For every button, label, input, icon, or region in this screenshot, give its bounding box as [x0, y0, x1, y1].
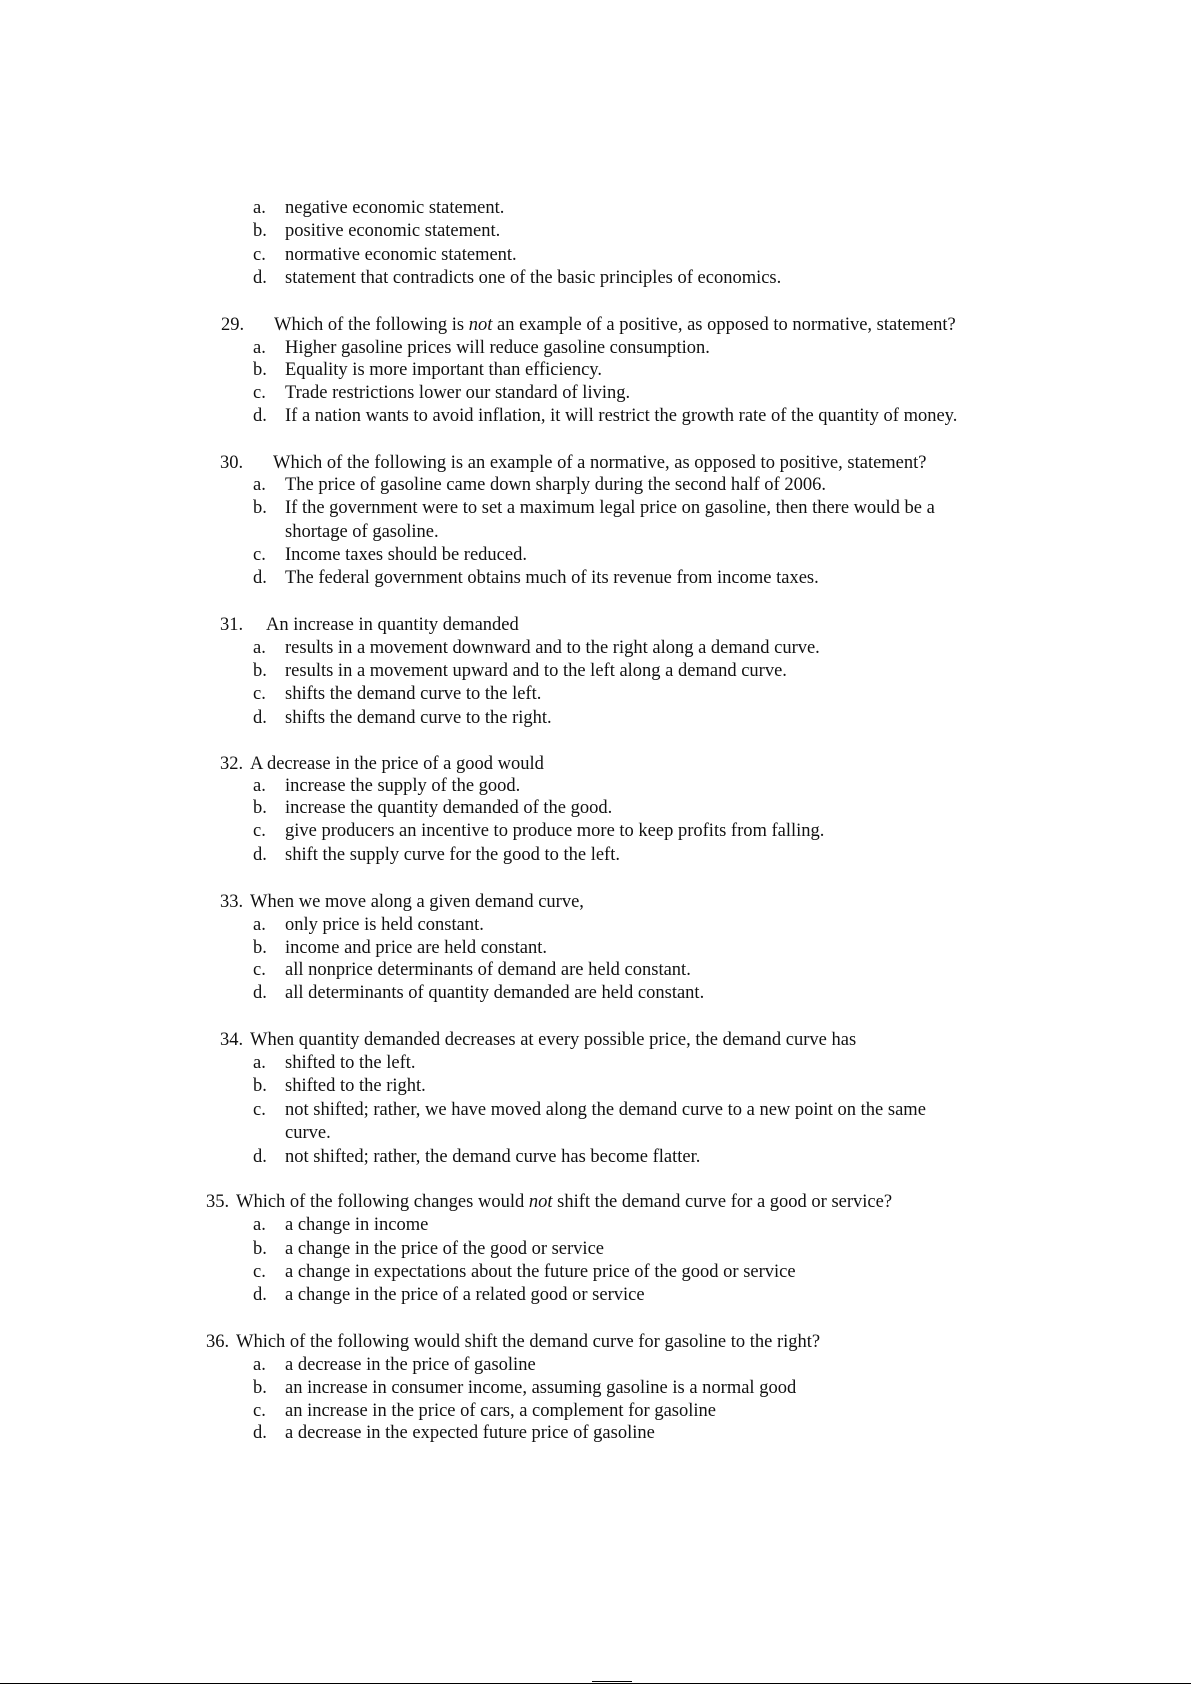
option-letter: a. — [253, 776, 266, 796]
option-letter: d. — [253, 268, 267, 288]
option-letter: d. — [253, 1423, 267, 1443]
question-number: 29. — [221, 315, 245, 335]
question-stem: Which of the following changes would not shift the demand curve for a good or service? — [236, 1192, 893, 1212]
option-letter: d. — [253, 983, 267, 1003]
question-number: 31. — [220, 615, 244, 635]
question-stem: Which of the following is an example of a normative, as opposed to positive, statement? — [273, 453, 927, 473]
option-letter: b. — [253, 798, 267, 818]
option-text: If a nation wants to avoid inflation, it will restrict the growth rate of the quantity of money. — [285, 406, 958, 426]
option-text: normative economic statement. — [285, 245, 517, 265]
option-letter: a. — [253, 915, 266, 935]
option-text: If the government were to set a maximum legal price on gasoline, then there would be a — [285, 498, 935, 518]
option-text: shifts the demand curve to the right. — [285, 708, 552, 728]
option-text: a decrease in the expected future price of gasoline — [285, 1423, 655, 1443]
option-letter: a. — [253, 475, 266, 495]
option-letter: c. — [253, 245, 266, 265]
question-stem: A decrease in the price of a good would — [250, 754, 544, 774]
option-text: all nonprice determinants of demand are held constant. — [285, 960, 691, 980]
option-letter: b. — [253, 498, 267, 518]
option-text: Trade restrictions lower our standard of living. — [285, 383, 631, 403]
question-number: 33. — [220, 892, 244, 912]
option-letter: a. — [253, 198, 266, 218]
option-letter: c. — [253, 1401, 266, 1421]
option-text: The price of gasoline came down sharply during the second half of 2006. — [285, 475, 826, 495]
option-text: results in a movement downward and to the right along a demand curve. — [285, 638, 820, 658]
question-stem: Which of the following would shift the demand curve for gasoline to the right? — [236, 1332, 821, 1352]
option-letter: c. — [253, 821, 266, 841]
option-letter: a. — [253, 1355, 266, 1375]
option-text: positive economic statement. — [285, 221, 501, 241]
option-letter: b. — [253, 221, 267, 241]
option-letter: c. — [253, 1262, 266, 1282]
option-text: Higher gasoline prices will reduce gasoline consumption. — [285, 338, 710, 358]
option-letter: a. — [253, 638, 266, 658]
option-letter: b. — [253, 1239, 267, 1259]
option-text: a change in expectations about the future price of the good or service — [285, 1262, 796, 1282]
option-letter: a. — [253, 1053, 266, 1073]
option-letter: d. — [253, 1147, 267, 1167]
option-letter: b. — [253, 1378, 267, 1398]
option-text: negative economic statement. — [285, 198, 505, 218]
option-text: not shifted; rather, the demand curve has become flatter. — [285, 1147, 701, 1167]
option-text: only price is held constant. — [285, 915, 484, 935]
option-text: Income taxes should be reduced. — [285, 545, 527, 565]
option-letter: d. — [253, 708, 267, 728]
option-text: results in a movement upward and to the left along a demand curve. — [285, 661, 787, 681]
option-text: income and price are held constant. — [285, 938, 547, 958]
option-letter: c. — [253, 383, 266, 403]
option-letter: b. — [253, 1076, 267, 1096]
option-letter: d. — [253, 845, 267, 865]
option-text: an increase in consumer income, assuming gasoline is a normal good — [285, 1378, 797, 1398]
option-text-continued: shortage of gasoline. — [285, 522, 439, 542]
option-text: all determinants of quantity demanded are held constant. — [285, 983, 705, 1003]
option-text: a change in income — [285, 1215, 429, 1235]
option-text: increase the quantity demanded of the good. — [285, 798, 613, 818]
option-letter: c. — [253, 960, 266, 980]
option-letter: a. — [253, 1215, 266, 1235]
option-letter: d. — [253, 1285, 267, 1305]
option-text: a change in the price of a related good or service — [285, 1285, 645, 1305]
option-letter: d. — [253, 568, 267, 588]
option-text: The federal government obtains much of its revenue from income taxes. — [285, 568, 819, 588]
option-letter: c. — [253, 1100, 266, 1120]
question-number: 35. — [206, 1192, 230, 1212]
question-number: 36. — [206, 1332, 230, 1352]
option-letter: d. — [253, 406, 267, 426]
question-number: 32. — [220, 754, 244, 774]
option-text: Equality is more important than efficiency. — [285, 360, 602, 380]
option-text: statement that contradicts one of the basic principles of economics. — [285, 268, 782, 288]
option-letter: b. — [253, 661, 267, 681]
option-letter: c. — [253, 684, 266, 704]
option-text-continued: curve. — [285, 1123, 331, 1143]
option-letter: b. — [253, 360, 267, 380]
option-text: shift the supply curve for the good to the left. — [285, 845, 620, 865]
option-text: a decrease in the price of gasoline — [285, 1355, 536, 1375]
question-stem: When quantity demanded decreases at every possible price, the demand curve has — [250, 1030, 857, 1050]
option-letter: c. — [253, 545, 266, 565]
question-stem: An increase in quantity demanded — [266, 615, 519, 635]
option-letter: a. — [253, 338, 266, 358]
option-letter: b. — [253, 938, 267, 958]
option-text: give producers an incentive to produce more to keep profits from falling. — [285, 821, 825, 841]
option-text: shifted to the right. — [285, 1076, 426, 1096]
option-text: not shifted; rather, we have moved along the demand curve to a new point on the same — [285, 1100, 926, 1120]
question-stem: When we move along a given demand curve, — [250, 892, 584, 912]
page-bottom-rule — [0, 1683, 1191, 1684]
question-stem: Which of the following is not an example of a positive, as opposed to normative, statement? — [274, 315, 956, 335]
page-bottom-mark — [592, 1681, 632, 1682]
option-text: shifted to the left. — [285, 1053, 416, 1073]
option-text: shifts the demand curve to the left. — [285, 684, 542, 704]
question-number: 30. — [220, 453, 244, 473]
question-number: 34. — [220, 1030, 244, 1050]
option-text: increase the supply of the good. — [285, 776, 521, 796]
option-text: a change in the price of the good or service — [285, 1239, 604, 1259]
option-text: an increase in the price of cars, a complement for gasoline — [285, 1401, 716, 1421]
